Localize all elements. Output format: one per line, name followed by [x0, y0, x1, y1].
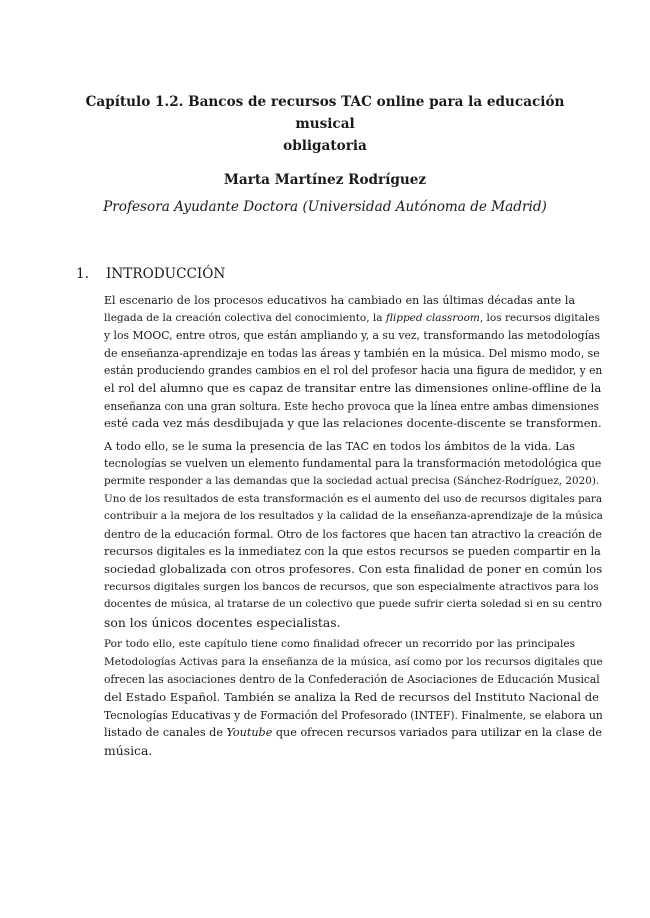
text-segment: que ofrecen recursos variados para utilizar en la clase de — [272, 726, 602, 740]
text-line: tecnologías se vuelven un elemento fundamental para la transformación metodológica que — [104, 457, 602, 471]
chapter-title-line-1: Capítulo 1.2. Bancos de recursos TAC online para la educación musical — [85, 94, 565, 132]
body-text — [76, 292, 603, 764]
text-line: Tecnologías Educativas y de Formación del Profesorado (INTEF). Finalmente, se elabora un — [104, 708, 603, 722]
text-line: ofrecen las asociaciones dentro de la Confederación de Asociaciones de Educación Musical — [104, 673, 600, 687]
text-line: sociedad globalizada con otros profesores. Con esta finalidad de poner en común los — [104, 561, 603, 576]
text-line: dentro de la educación formal. Otro de los factores que hacen tan atractivo la creación de — [104, 527, 602, 541]
text-line: del Estado Español. También se analiza la Red de recursos del Instituto Nacional de — [104, 690, 600, 705]
paragraph-3 — [76, 636, 603, 759]
text-line: esté cada vez más desdibujada y que las relaciones docente-discente se transformen. — [104, 416, 602, 431]
chapter-title — [76, 91, 574, 157]
text-line: recursos digitales surgen los bancos de recursos, que son especialmente atractivos para los — [104, 580, 599, 593]
text-line: Uno de los resultados de esta transformación es el aumento del uso de recursos digitales para — [104, 492, 603, 505]
section-number: 1. — [76, 266, 89, 282]
text-line: música. — [104, 742, 153, 758]
author-affiliation: Profesora Ayudante Doctora (Universidad Autónoma de Madrid) — [103, 199, 547, 215]
text-line: Metodologías Activas para la enseñanza de la música, así como por los recursos digitales que — [104, 655, 603, 668]
text-line: docentes de música, al tratarse de un colectivo que puede sufrir cierta soledad si en su centro — [104, 598, 602, 611]
text-line: y los MOOC, entre otros, que están ampliando y, a su vez, transformando las metodologías — [104, 329, 600, 343]
text-line: de enseñanza-aprendizaje en todas las áreas y también en la música. Del mismo modo, se — [104, 346, 600, 360]
text-line: A todo ello, se le suma la presencia de las TAC en todos los ámbitos de la vida. Las — [104, 439, 575, 453]
paragraph-1 — [76, 292, 603, 433]
text-line: contribuir a la mejora de los resultados y la calidad de la enseñanza-aprendizaje de la música — [104, 510, 603, 523]
text-segment: , los recursos digitales — [479, 311, 600, 324]
italic-term: Youtube — [226, 726, 273, 740]
text-line: Por todo ello, este capítulo tiene como finalidad ofrecer un recorrido por las principales — [104, 638, 575, 651]
paragraph-2 — [76, 438, 603, 632]
text-line: son los únicos docentes especialistas. — [104, 614, 341, 630]
text-segment: llegada de la creación colectiva del conocimiento, la — [104, 311, 386, 324]
text-line — [76, 310, 600, 328]
text-line: recursos digitales es la inmediatez con la que estos recursos se pueden compartir en la — [104, 545, 601, 559]
text-line: el rol del alumno que es capaz de transitar entre las dimensiones online-offline de la — [104, 380, 602, 395]
text-segment: listado de canales de — [104, 726, 227, 740]
text-line — [76, 724, 602, 742]
text-line: enseñanza con una gran soltura. Este hecho provoca que la línea entre ambas dimensiones — [104, 399, 600, 413]
text-line: permite responder a las demandas que la sociedad actual precisa (Sánchez-Rodríguez, 2020). — [104, 474, 600, 487]
text-line: El escenario de los procesos educativos ha cambiado en las últimas décadas ante la — [104, 294, 575, 307]
chapter-title-line-2: obligatoria — [283, 138, 367, 154]
author-name: Marta Martínez Rodríguez — [223, 172, 427, 188]
section-heading — [76, 264, 574, 284]
text-line: están produciendo grandes cambios en el rol del profesor hacia una figura de medidor, y en — [104, 364, 603, 378]
italic-term: flipped classroom — [385, 311, 480, 324]
section-title: INTRODUCCIÓN — [106, 266, 226, 282]
